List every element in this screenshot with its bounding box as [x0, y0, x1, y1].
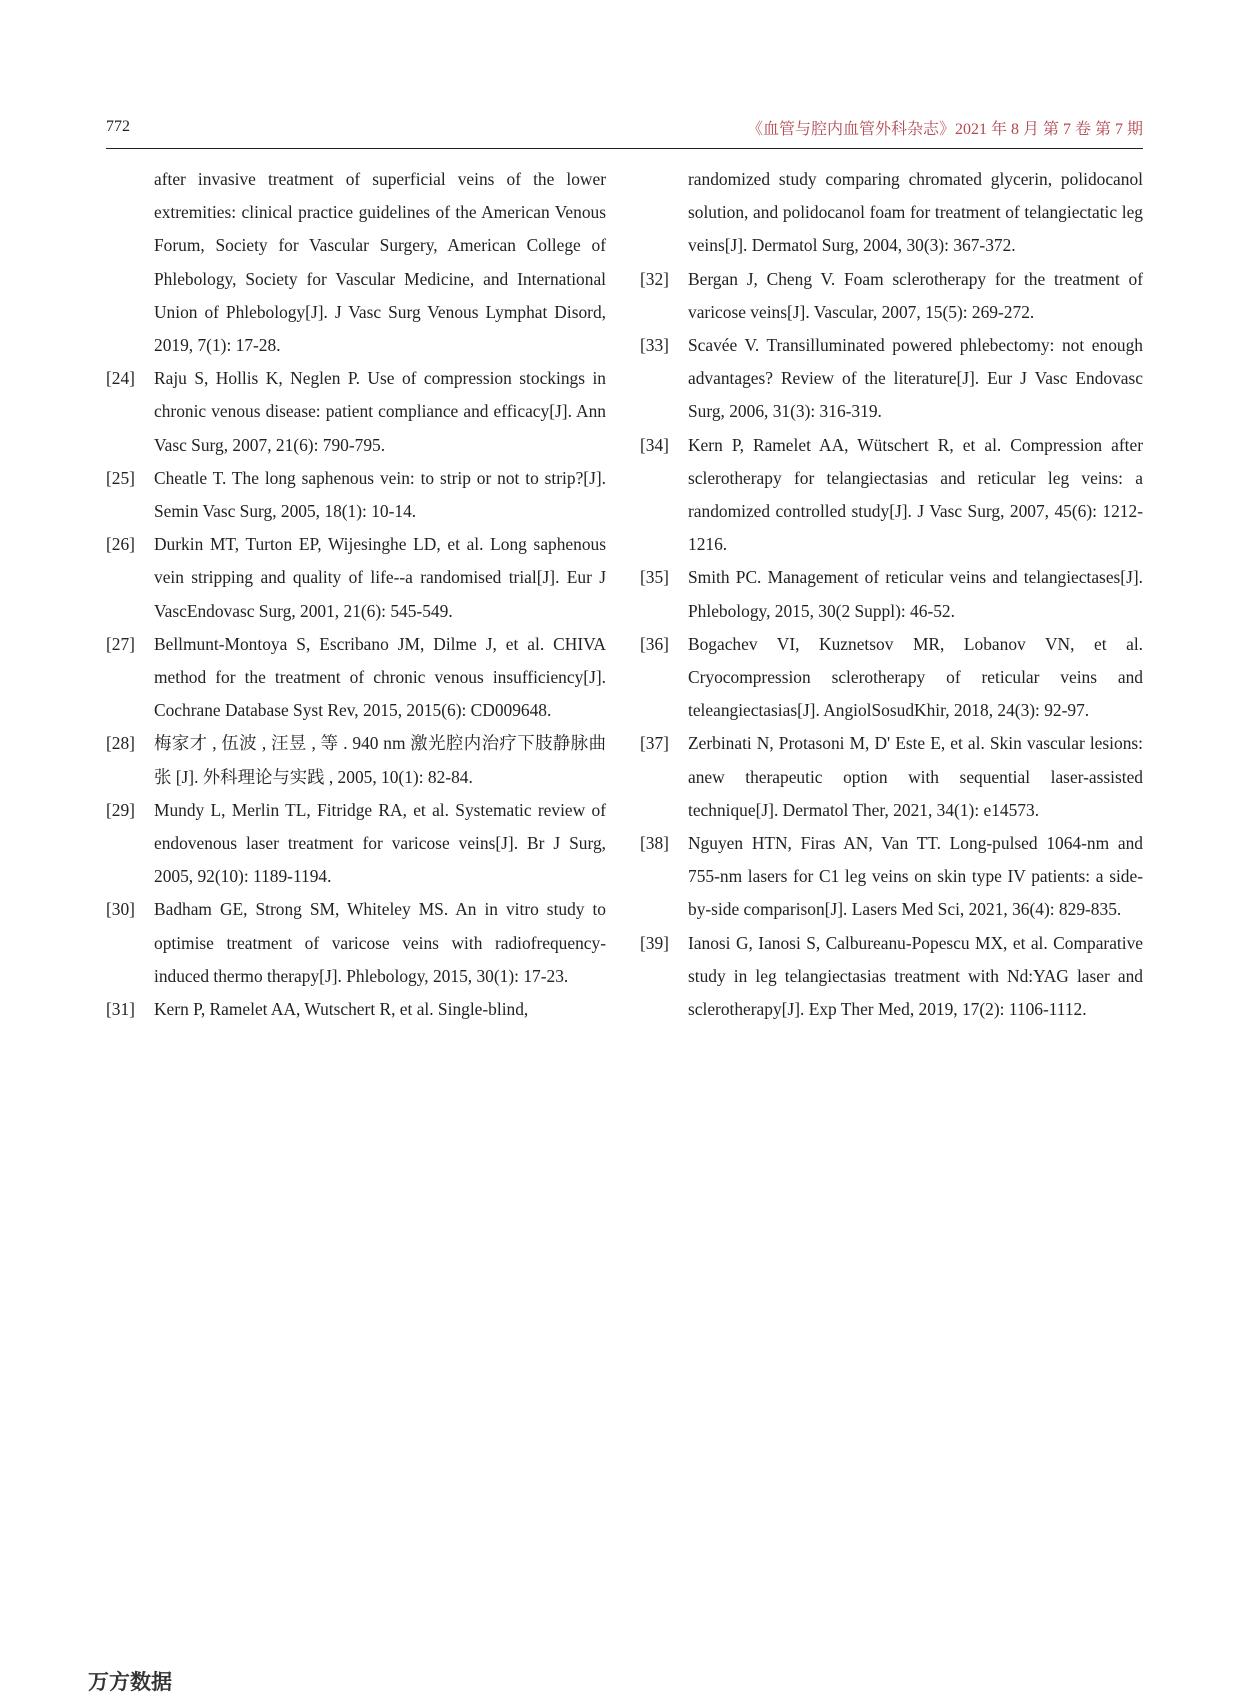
- reference-number: [26]: [106, 534, 135, 555]
- reference-number: [31]: [106, 999, 135, 1020]
- reference-text: Kern P, Ramelet AA, Wutschert R, et al. Single-blind,: [154, 999, 529, 1020]
- reference-item: [640, 827, 1143, 927]
- reference-item: [640, 263, 1143, 329]
- reference-item: [640, 628, 1143, 728]
- reference-text: Bogachev VI, Kuznetsov MR, Lobanov VN, et al. Cryocompression sclerotherapy of reticular veins and teleangiectasias[J]. AngiolSosudKhir, 2018, 24(3): 92-97.: [688, 633, 1143, 721]
- reference-text: 梅家才 , 伍波 , 汪昱 , 等 . 940 nm 激光腔内治疗下肢静脉曲张 [J]. 外科理论与实践 , 2005, 10(1): 82-84.: [154, 733, 606, 787]
- reference-column-right: [640, 163, 1143, 1026]
- reference-number: [37]: [640, 733, 669, 754]
- reference-number: [35]: [640, 567, 669, 588]
- reference-item: [106, 727, 606, 793]
- reference-column-left: [106, 163, 606, 1026]
- reference-text: Bellmunt-Montoya S, Escribano JM, Dilme J, et al. CHIVA method for the treatment of chronic venous insufficiency[J]. Cochrane Database Syst Rev, 2015, 2015(6): CD009648.: [154, 633, 606, 721]
- reference-text: Zerbinati N, Protasoni M, D' Este E, et al. Skin vascular lesions: anew therapeutic option with sequential laser-assisted technique[J]. Dermatol Ther, 2021, 34(1): e14573.: [688, 733, 1143, 820]
- reference-item: [640, 561, 1143, 627]
- reference-number: [33]: [640, 335, 669, 356]
- reference-number: [24]: [106, 368, 135, 389]
- reference-text: Cheatle T. The long saphenous vein: to strip or not to strip?[J]. Semin Vasc Surg, 2005, 18(1): 10-14.: [154, 467, 606, 522]
- reference-item: [106, 528, 606, 628]
- reference-number: [29]: [106, 799, 135, 820]
- reference-text: Durkin MT, Turton EP, Wijesinghe LD, et al. Long saphenous vein stripping and quality of life--a randomised trial[J]. Eur J VascEndovasc Surg, 2001, 21(6): 545-549.: [154, 534, 606, 621]
- reference-number: [36]: [640, 633, 669, 654]
- reference-text: Scavée V. Transilluminated powered phlebectomy: not enough advantages? Review of the literature[J]. Eur J Vasc Endovasc Surg, 2006, 31(3): 316-319.: [688, 335, 1143, 422]
- reference-text: Raju S, Hollis K, Neglen P. Use of compression stockings in chronic venous disease: patient compliance and efficacy[J]. Ann Vasc Surg, 2007, 21(6): 790-795.: [154, 368, 606, 455]
- journal-header: 《血管与腔内血管外科杂志》2021 年 8 月 第 7 卷 第 7 期: [746, 121, 1143, 138]
- page-number: 772: [106, 118, 130, 135]
- reference-text: Kern P, Ramelet AA, Wütschert R, et al. Compression after sclerotherapy for telangiectasias and reticular leg veins: a randomized controlled study[J]. J Vasc Surg, 2007, 45(6): 1212-1216.: [688, 434, 1143, 555]
- reference-item: [106, 163, 606, 362]
- reference-text: Mundy L, Merlin TL, Fitridge RA, et al. Systematic review of endovenous laser treatment for varicose veins[J]. Br J Surg, 2005, 92(10): 1189-1194.: [154, 799, 606, 887]
- reference-item: [640, 927, 1143, 1027]
- reference-item: [640, 429, 1143, 562]
- reference-text: after invasive treatment of superficial veins of the lower extremities: clinical practice guidelines of the American Venous Forum, Society for Vascular Surgery, American College of Phlebology, Society for Vascular Medicine, and International Union of Phlebology[J]. J Vasc Surg Venous Lymphat Disord, 2019, 7(1): 17-28.: [154, 169, 606, 356]
- reference-number: [28]: [106, 733, 135, 754]
- reference-number: [27]: [106, 633, 135, 654]
- reference-item: [640, 163, 1143, 263]
- reference-item: [106, 462, 606, 528]
- wanfang-watermark: 万方数据: [88, 1670, 172, 1694]
- reference-number: [32]: [640, 268, 669, 289]
- reference-item: [640, 329, 1143, 429]
- reference-text: Bergan J, Cheng V. Foam sclerotherapy for the treatment of varicose veins[J]. Vascular, 2007, 15(5): 269-272.: [688, 268, 1143, 322]
- reference-number: [34]: [640, 434, 669, 455]
- reference-item: [106, 993, 606, 1026]
- reference-number: [38]: [640, 833, 669, 854]
- reference-number: [25]: [106, 467, 135, 488]
- reference-text: Ianosi G, Ianosi S, Calbureanu-Popescu MX, et al. Comparative study in leg telangiectasias treatment with Nd:YAG laser and sclerotherapy[J]. Exp Ther Med, 2019, 17(2): 1106-1112.: [688, 932, 1143, 1020]
- reference-item: [106, 628, 606, 728]
- reference-number: [30]: [106, 899, 135, 920]
- reference-item: [106, 362, 606, 462]
- reference-text: Nguyen HTN, Firas AN, Van TT. Long-pulsed 1064-nm and 755-nm lasers for C1 leg veins on skin type IV patients: a side-by-side comparison[J]. Lasers Med Sci, 2021, 36(4): 829-835.: [688, 833, 1143, 920]
- reference-item: [640, 727, 1143, 827]
- reference-text: randomized study comparing chromated glycerin, polidocanol solution, and polidocanol foam for treatment of telangiectatic leg veins[J]. Dermatol Surg, 2004, 30(3): 367-372.: [688, 169, 1143, 256]
- header-rule: [106, 148, 1143, 149]
- reference-number: [39]: [640, 932, 669, 953]
- reference-text: Badham GE, Strong SM, Whiteley MS. An in vitro study to optimise treatment of varicose veins with radiofrequency-induced thermo therapy[J]. Phlebology, 2015, 30(1): 17-23.: [154, 899, 606, 986]
- reference-text: Smith PC. Management of reticular veins and telangiectases[J]. Phlebology, 2015, 30(2 Suppl): 46-52.: [688, 567, 1143, 621]
- reference-item: [106, 794, 606, 894]
- reference-item: [106, 893, 606, 993]
